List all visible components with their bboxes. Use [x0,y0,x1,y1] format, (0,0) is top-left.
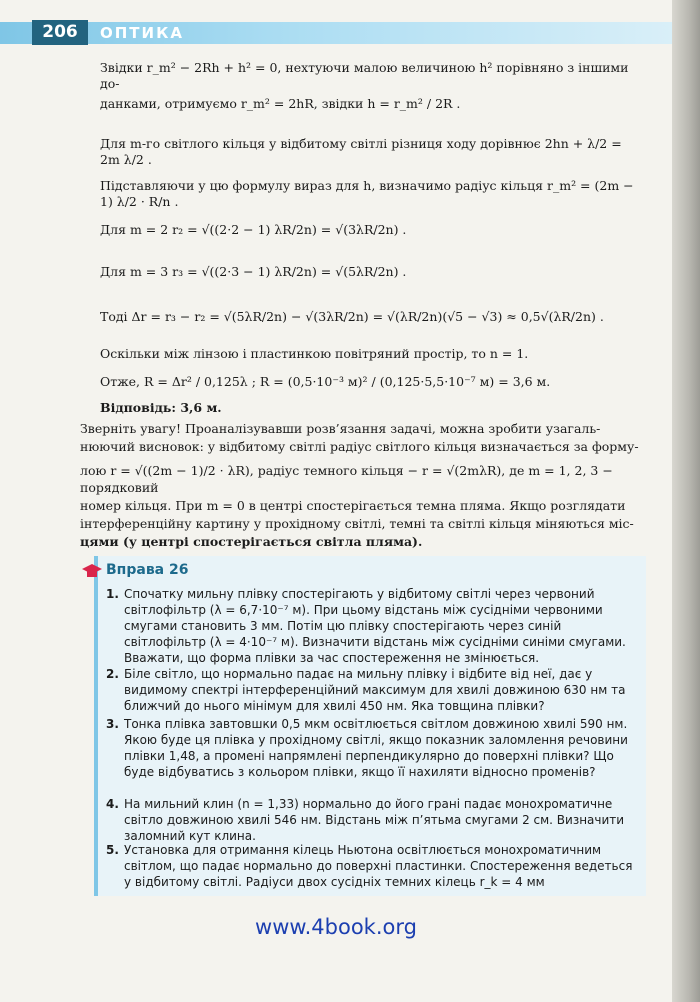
exercise-item-5: 5. Установка для отримання кілець Ньютона освітлюється монохроматичним світлом, що падає нормально до поверхні пластинки. Спостереження ведеться у відбитому світлі. Радіуси двох сусідніх темних кілець r_k = 4 мм [106,843,633,889]
section-title: ОПТИКА [100,24,184,42]
note-line-3: лою r = √((2m − 1)/2 · λR), радіус темного кільця − r = √(2mλR), де m = 1, 2, 3 − порядковий [80,463,613,495]
solution-line-2: данками, отримуємо r_m² = 2hR, звідки h = r_m² / 2R . [100,96,461,111]
page-fold [672,0,700,1002]
page-number: 206 [32,20,88,45]
answer: Відповідь: 3,6 м. [100,400,222,415]
solution-line-5: Для m = 2 r₂ = √((2·2 − 1) λR/2n) = √(3λR/2n) . [100,222,407,237]
footer-url: www.4book.org [255,915,417,939]
note-line-1: Зверніть увагу! Проаналізувавши розв’язання задачі, можна зробити узагаль- [80,421,601,436]
exercise-title: Вправа 26 [106,562,189,578]
note-line-6: цями (у центрі спостерігається світла пляма). [80,534,423,549]
solution-line-6: Для m = 3 r₃ = √((2·3 − 1) λR/2n) = √(5λR/2n) . [100,264,407,279]
note-line-4: номер кільця. При m = 0 в центрі спостерігається темна пляма. Якщо розглядати [80,498,626,513]
solution-line-4: Підставляючи у цю формулу вираз для h, визначимо радіус кільця r_m² = (2m − 1) λ/2 · R/n . [100,178,634,209]
graduation-cap-icon [82,562,102,580]
solution-line-7: Тоді Δr = r₃ − r₂ = √(5λR/2n) − √(3λR/2n) = √(λR/2n)(√5 − √3) ≈ 0,5√(λR/2n) . [100,309,604,324]
note-line-2: нюючий висновок: у відбитому світлі радіус світлого кільця визначається за форму- [80,439,639,454]
solution-line-3: Для m-го світлого кільця у відбитому світлі різниця ходу дорівнює 2hn + λ/2 = 2m λ/2 . [100,136,622,167]
exercise-item-4: 4. На мильний клин (n = 1,33) нормально до його грані падає монохроматичне світло довжиною хвилі 546 нм. Відстань між п’ятьма смугами 2 см. Визначити заломний кут клина. [106,797,625,843]
solution-line-1: Звідки r_m² − 2Rh + h² = 0, нехтуючи малою величиною h² порівняно з іншими до- [100,60,629,91]
solution-line-9: Отже, R = Δr² / 0,125λ ; R = (0,5·10⁻³ м)² / (0,125·5,5·10⁻⁷ м) = 3,6 м. [100,374,551,389]
exercise-item-2: 2. Біле світло, що нормально падає на мильну плівку і відбите від неї, дає у видимому спектрі інтерференційний максимум для хвилі довжиною 630 нм та ближчий до нього мінімум для хвилі 450 нм. Яка товщина плівки? [106,667,626,713]
exercise-item-1: 1. Спочатку мильну плівку спостерігають у відбитому світлі через червоний світлофільтр (λ = 6,7·10⁻⁷ м). При цьому відстань між сусідніми червоними смугами становить 3 мм. Потім цю плівку спостерігають через синій світлофільтр (λ = 4·10⁻⁷ м). Визначити відстань між сусідніми синіми смугами. Вважати, що форма плівки за час спостереження не змінюється. [106,587,626,665]
exercise-item-3: 3. Тонка плівка завтовшки 0,5 мкм освітлюється світлом довжиною хвилі 590 нм. Якою буде ця плівка у прохідному світлі, якщо показник заломлення речовини плівки 1,48, а промені напрямлені перпендикулярно до поверхні плівки? Що буде відбуватись з кольором плівки, якщо її нахиляти відносно променів? [106,717,628,779]
solution-line-8: Оскільки між лінзою і пластинкою повітряний простір, то n = 1. [100,346,529,361]
note-line-5: інтерференційну картину у прохідному світлі, темні та світлі кільця міняються міс- [80,516,634,531]
